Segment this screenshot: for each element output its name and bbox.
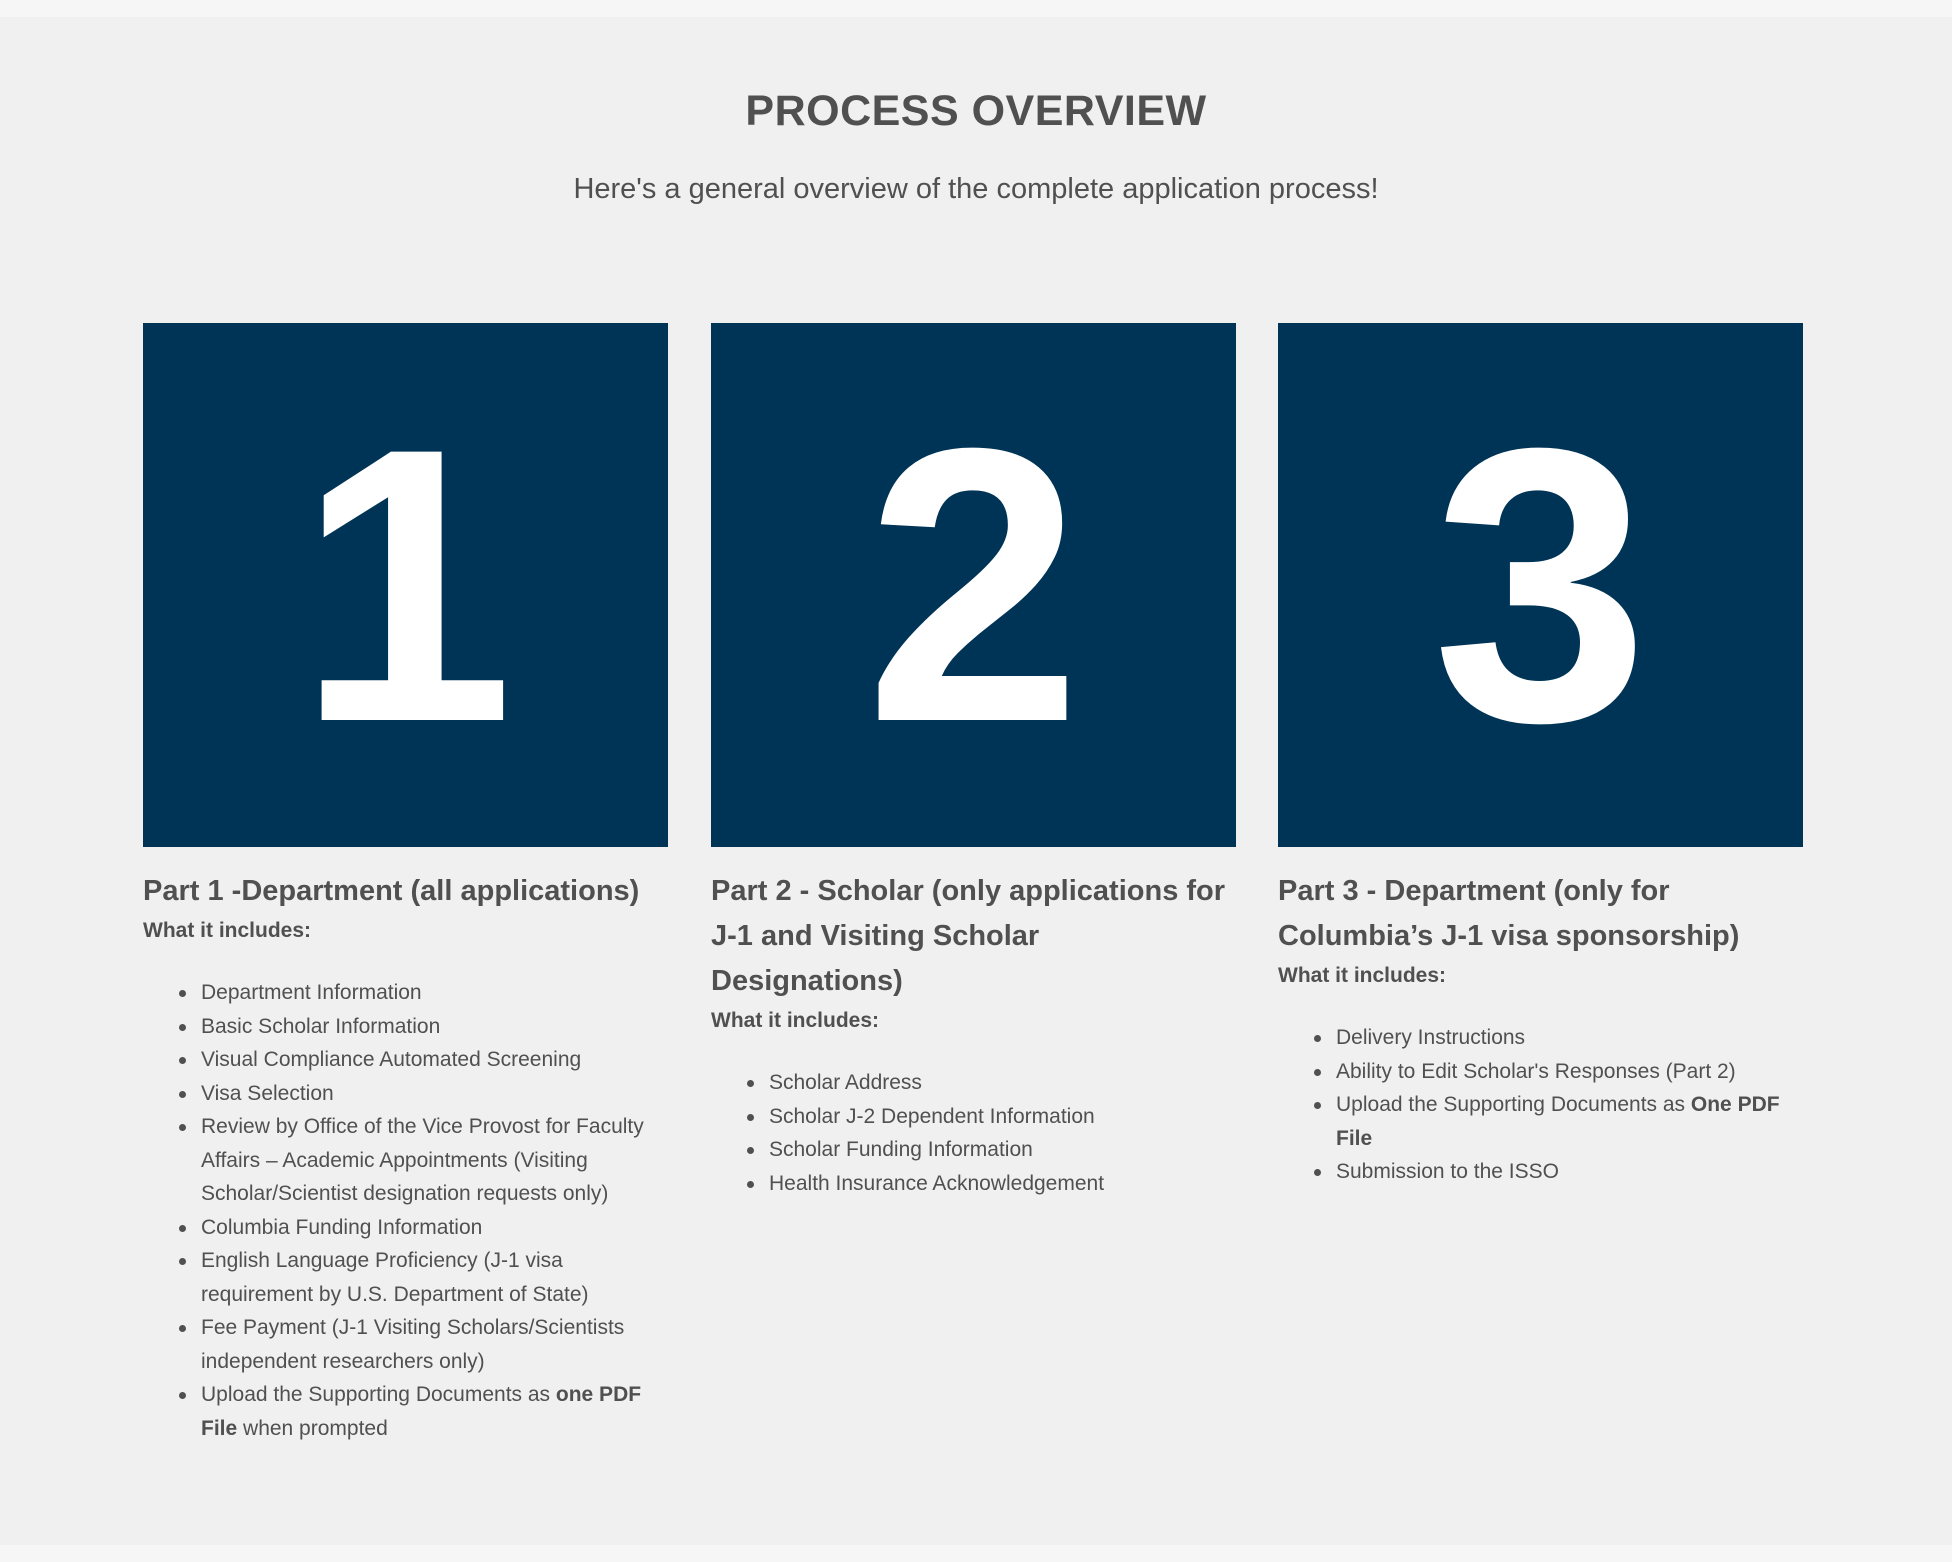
list-item: Scholar J-2 Dependent Information	[769, 1100, 1236, 1134]
list-item: Visa Selection	[201, 1077, 668, 1111]
part-3-item-list	[1278, 1021, 1803, 1189]
part-1-column	[143, 323, 668, 1445]
part-3-includes-label: What it includes:	[1278, 964, 1446, 987]
list-item: Scholar Funding Information	[769, 1133, 1236, 1167]
list-item: English Language Proficiency (J-1 visa requirement by U.S. Department of State)	[201, 1244, 668, 1311]
part-2-includes-label: What it includes:	[711, 1009, 879, 1032]
list-item: Basic Scholar Information	[201, 1010, 668, 1044]
page-title: PROCESS OVERVIEW	[745, 87, 1207, 135]
list-item-bold-text: one PDF File	[201, 1383, 642, 1440]
list-item-text: Upload the Supporting Documents as	[1336, 1093, 1691, 1116]
list-item: Scholar Address	[769, 1066, 1236, 1100]
part-3-number-tile	[1278, 323, 1803, 847]
part-2-heading: Part 2 - Scholar (only applications for J-1 and Visiting Scholar Designations)	[711, 875, 1226, 997]
list-item: Submission to the ISSO	[1336, 1155, 1803, 1189]
list-item: Columbia Funding Information	[201, 1211, 668, 1245]
part-2-column	[711, 323, 1236, 1200]
list-item: Visual Compliance Automated Screening	[201, 1043, 668, 1077]
process-overview-section	[0, 17, 1952, 1545]
list-item: Health Insurance Acknowledgement	[769, 1167, 1236, 1201]
list-item-bold-text: One PDF File	[1336, 1093, 1780, 1150]
part-1-number-tile	[143, 323, 668, 847]
list-item-text: when prompted	[237, 1416, 388, 1440]
part-1-includes-label: What it includes:	[143, 919, 311, 942]
list-item: Ability to Edit Scholar's Responses (Part 2)	[1336, 1055, 1803, 1089]
part-1-heading: Part 1 -Department (all applications)	[143, 875, 640, 907]
part-3-column	[1278, 323, 1803, 1189]
part-2-number-tile	[711, 323, 1236, 847]
list-item-text: Upload the Supporting Documents as	[201, 1383, 556, 1406]
list-item	[201, 1378, 668, 1445]
part-2-item-list	[711, 1066, 1236, 1200]
page-subtitle: Here's a general overview of the complete application process!	[573, 173, 1379, 205]
part-3-heading: Part 3 - Department (only for Columbia’s J-1 visa sponsorship)	[1278, 875, 1740, 952]
list-item: Review by Office of the Vice Provost for Faculty Affairs – Academic Appointments (Visiting Scholar/Scientist designation requests only)	[201, 1110, 668, 1211]
part-3-number: 3	[1432, 367, 1649, 803]
list-item: Delivery Instructions	[1336, 1021, 1803, 1055]
part-2-number: 2	[865, 367, 1082, 803]
list-item: Department Information	[201, 976, 668, 1010]
list-item: Fee Payment (J-1 Visiting Scholars/Scientists independent researchers only)	[201, 1311, 668, 1378]
part-1-item-list	[143, 976, 668, 1445]
part-1-number: 1	[297, 367, 514, 803]
list-item	[1336, 1088, 1803, 1155]
